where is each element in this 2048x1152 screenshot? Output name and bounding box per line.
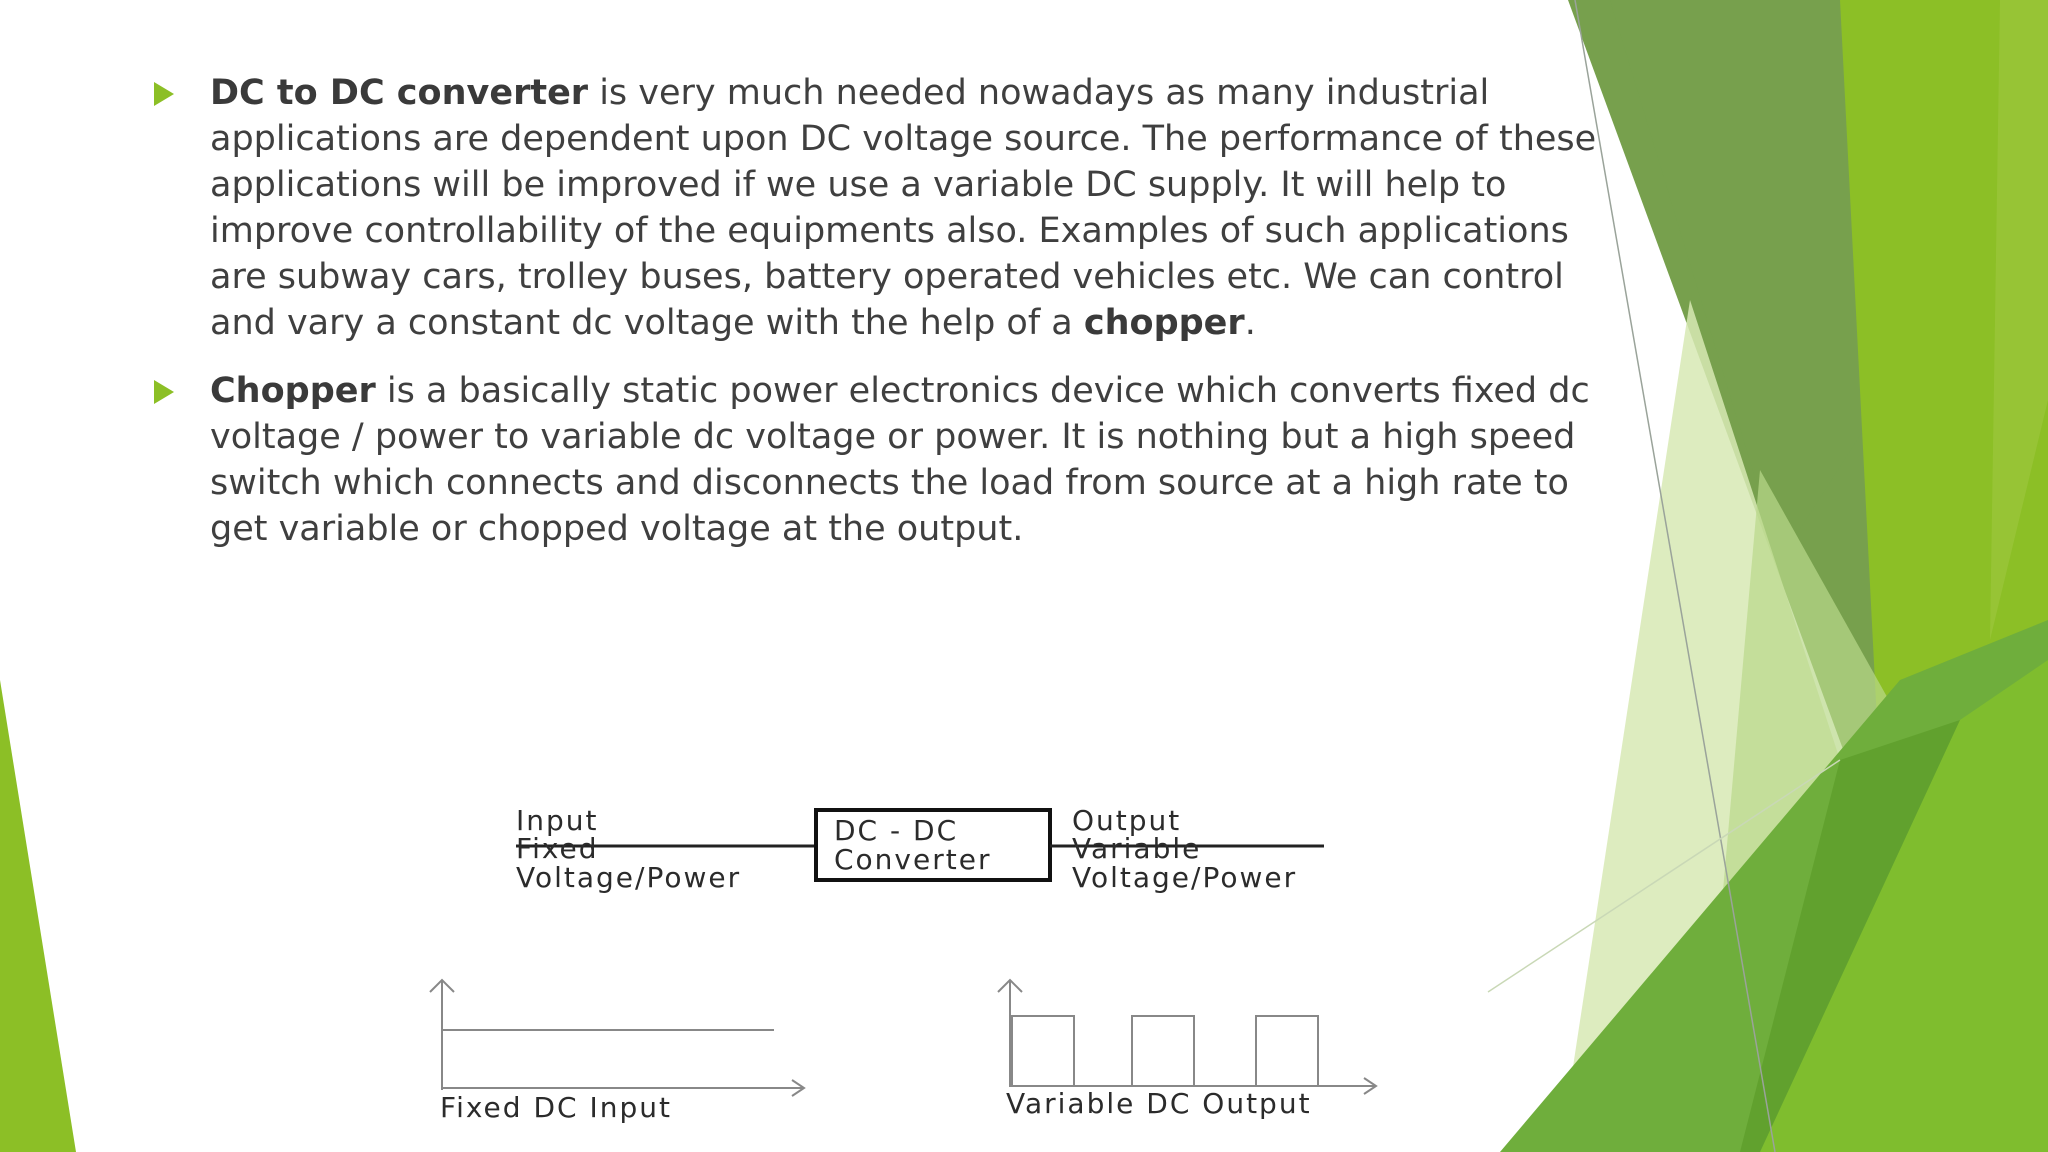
input-waveform-graph bbox=[430, 980, 804, 1124]
converter-label-2: Converter bbox=[834, 843, 992, 876]
triangle-bullet-icon bbox=[154, 82, 174, 106]
input-graph-label: Fixed DC Input bbox=[440, 1091, 672, 1124]
left-sliver bbox=[0, 680, 76, 1152]
bullet-tail: . bbox=[1244, 303, 1256, 343]
bullet-text: is very much needed nowadays as many industrial applications are dependent upon DC voltage source. The performance of these applications will be improved if we use a variable DC supply. It will help to improve controllability of the equipments also. Examples of such applications are subway cars, trolley buses, battery operated vehicles etc. We can control and vary a constant dc voltage with the help of a bbox=[210, 73, 1597, 343]
output-graph-label: Variable DC Output bbox=[1006, 1087, 1312, 1120]
bullet-dc-converter bbox=[150, 70, 1630, 346]
input-voltage-label: Voltage/Power bbox=[516, 861, 742, 894]
bullet-text: is a basically static power electronics device which converts fixed dc voltage / power to variable dc voltage or power. It is nothing but a high speed switch which connects and disconnects the load from source at a high rate to get variable or chopped voltage at the output. bbox=[210, 371, 1590, 549]
chopped-pulse-train bbox=[1012, 1016, 1318, 1086]
dc-dc-converter-diagram bbox=[400, 790, 1460, 1130]
input-fixed-label: Fixed bbox=[516, 832, 599, 865]
bullet-bold-lead: DC to DC converter bbox=[210, 73, 589, 113]
bullet-bold-lead: Chopper bbox=[210, 371, 376, 411]
output-waveform-graph bbox=[998, 980, 1376, 1120]
output-voltage-label: Voltage/Power bbox=[1072, 861, 1298, 894]
converter-label-1: DC - DC bbox=[834, 814, 959, 847]
output-label: Output bbox=[1072, 804, 1182, 837]
bullet-chopper bbox=[150, 368, 1630, 552]
bullet-list bbox=[150, 70, 1630, 574]
output-variable-label: Variable bbox=[1072, 832, 1202, 865]
bullet-bold-tail: chopper bbox=[1083, 303, 1245, 343]
input-label: Input bbox=[516, 804, 599, 837]
triangle-bullet-icon bbox=[154, 380, 174, 404]
